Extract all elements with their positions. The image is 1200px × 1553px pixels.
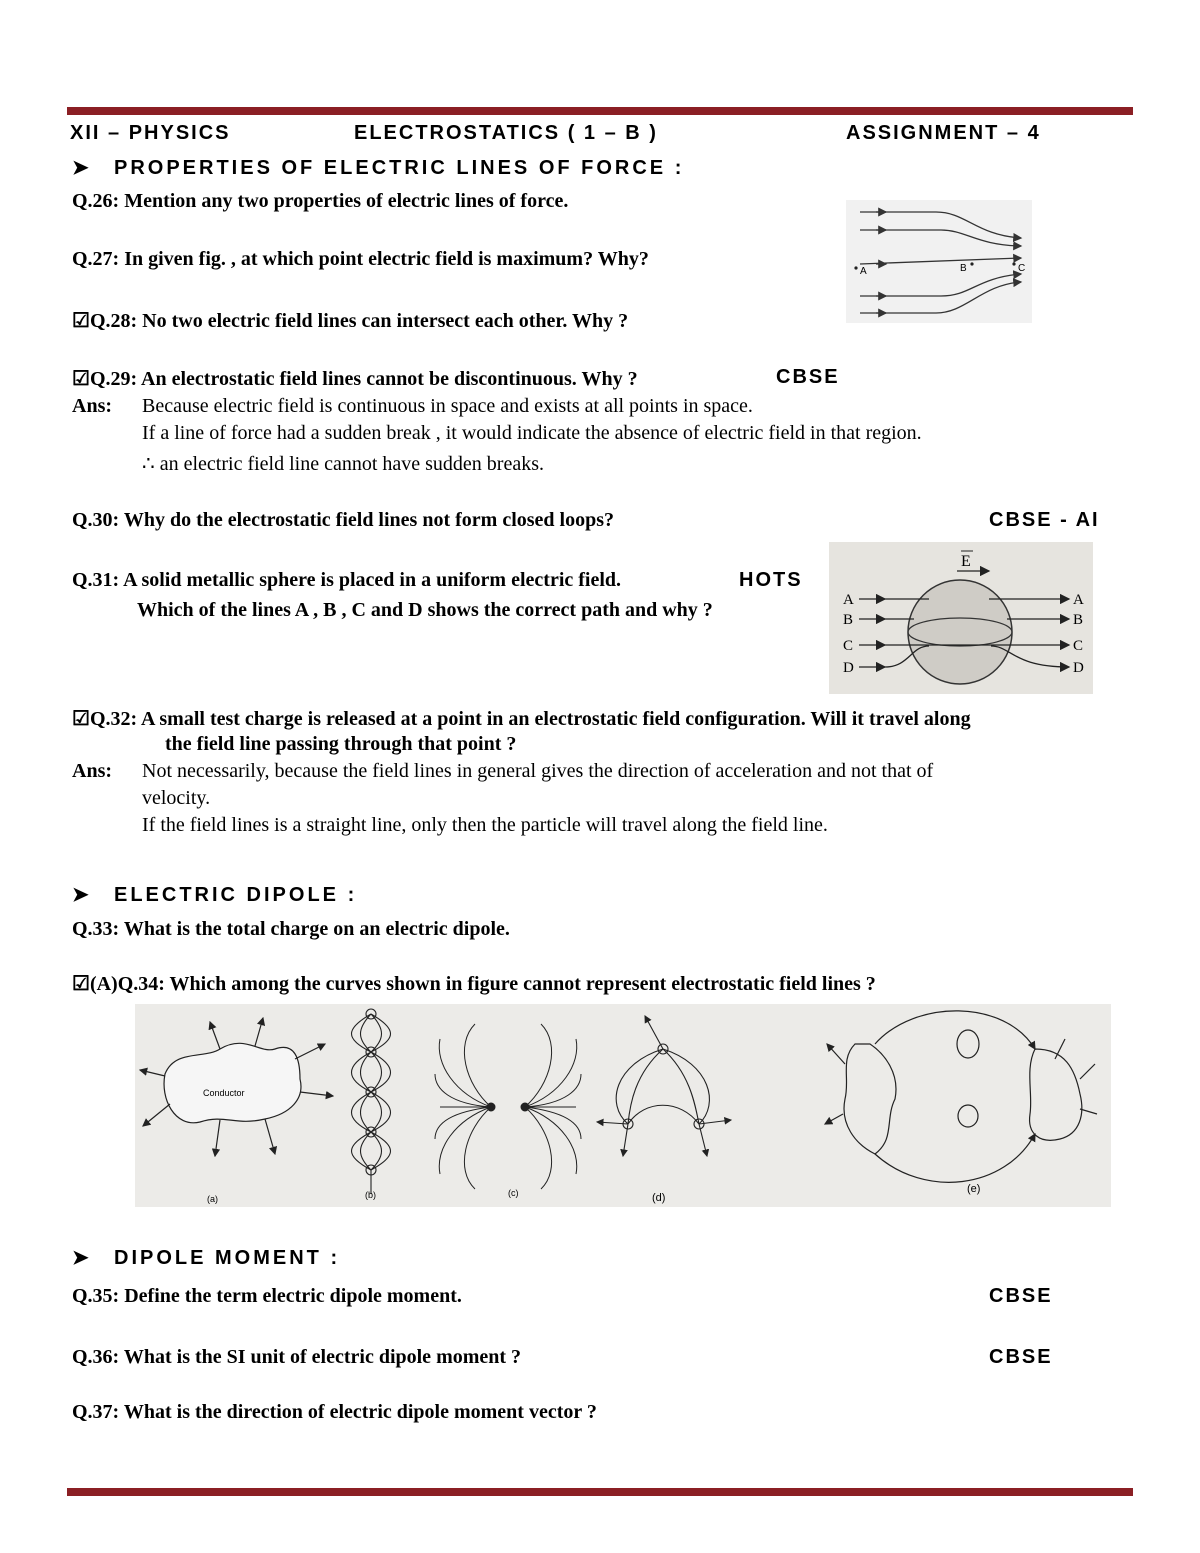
sphere-diagram: [829, 542, 1093, 694]
arrow-bullet-icon: ➤: [72, 157, 89, 179]
top-rule: [67, 107, 1133, 115]
question-29: ☑Q.29: An electrostatic field lines cannot be discontinuous. Why ?: [72, 368, 638, 390]
curves-diagram: [135, 1004, 1111, 1207]
point-a-label: A: [860, 266, 867, 277]
sphere-label-b-left: B: [843, 612, 854, 628]
answer-29-line-1: Because electric field is continuous in space and exists at all points in space.: [142, 395, 753, 417]
header-assignment: ASSIGNMENT – 4: [846, 122, 1041, 144]
answer-29-line-2: If a line of force had a sudden break , it would indicate the absence of electric field in that region.: [142, 422, 922, 444]
question-37: Q.37: What is the direction of electric dipole moment vector ?: [72, 1401, 597, 1423]
question-31-line-2: Which of the lines A , B , C and D shows the correct path and why ?: [137, 599, 713, 621]
section-title: PROPERTIES OF ELECTRIC LINES OF FORCE :: [114, 157, 685, 179]
field-e-label: E: [961, 553, 971, 570]
sphere-label-a-right: A: [1073, 592, 1084, 608]
checkbox-icon: ☑: [72, 310, 90, 332]
sphere-figure: [829, 542, 1093, 694]
tag-cbse-q36: CBSE: [989, 1346, 1053, 1368]
section-properties: [72, 155, 684, 180]
section-title: DIPOLE MOMENT :: [114, 1247, 341, 1269]
curve-label-d: (d): [652, 1192, 666, 1204]
question-35: Q.35: Define the term electric dipole moment.: [72, 1285, 462, 1307]
curve-d: [597, 1016, 731, 1156]
checkbox-icon: ☑: [72, 973, 90, 995]
answer-32-line-2: velocity.: [142, 787, 211, 809]
tag-hots: HOTS: [739, 569, 803, 591]
question-26: Q.26: Mention any two properties of electric lines of force.: [72, 190, 569, 212]
arrow-bullet-icon: ➤: [72, 884, 89, 906]
question-28: ☑Q.28: No two electric field lines can intersect each other. Why ?: [72, 310, 629, 332]
point-c-label: C: [1018, 263, 1026, 274]
answer-32-line-3: If the field lines is a straight line, only then the particle will travel along the field line.: [142, 814, 828, 836]
tag-cbse-q29: CBSE: [776, 366, 840, 388]
answer-label-29: Ans:: [72, 395, 113, 417]
sphere-label-d-right: D: [1073, 660, 1084, 676]
bottom-rule: [67, 1488, 1133, 1496]
conductor-label: Conductor: [203, 1088, 245, 1098]
curve-label-e: (e): [967, 1183, 981, 1195]
field-lines-figure: [846, 200, 1032, 323]
section-dipole-moment: [72, 1245, 340, 1270]
curve-b: [352, 1009, 391, 1194]
curve-e: [825, 1011, 1097, 1182]
section-electric-dipole: [72, 882, 357, 907]
question-27: Q.27: In given fig. , at which point electric field is maximum? Why?: [72, 248, 649, 270]
sphere-label-d-left: D: [843, 660, 854, 676]
header-class: XII – PHYSICS: [70, 122, 231, 144]
checkbox-icon: ☑: [72, 708, 90, 730]
answer-29-line-3: ∴ an electric field line cannot have sudden breaks.: [142, 453, 545, 475]
curves-figure: [135, 1004, 1111, 1207]
sphere-label-a-left: A: [843, 592, 854, 608]
tag-cbse-ai: CBSE - AI: [989, 509, 1100, 531]
question-34: ☑(A)Q.34: Which among the curves shown in figure cannot represent electrostatic field lines ?: [72, 973, 876, 995]
field-lines-diagram: [846, 200, 1032, 323]
question-32-line-2: the field line passing through that point ?: [165, 733, 517, 755]
sphere-label-b-right: B: [1073, 612, 1084, 628]
sphere-label-c-right: C: [1073, 638, 1084, 654]
curve-label-c: (c): [508, 1188, 519, 1198]
tag-cbse-q35: CBSE: [989, 1285, 1053, 1307]
answer-32-line-1: Not necessarily, because the field lines in general gives the direction of acceleration and not that of: [142, 760, 934, 782]
arrow-bullet-icon: ➤: [72, 1247, 89, 1269]
question-33: Q.33: What is the total charge on an electric dipole.: [72, 918, 510, 940]
question-31-line-1: Q.31: A solid metallic sphere is placed in a uniform electric field.: [72, 569, 622, 591]
curve-label-b: (b): [365, 1190, 376, 1200]
question-32-line-1: ☑Q.32: A small test charge is released at a point in an electrostatic field configuration. Will it travel along: [72, 708, 971, 730]
question-30: Q.30: Why do the electrostatic field lines not form closed loops?: [72, 509, 614, 531]
checkbox-icon: ☑: [72, 368, 90, 390]
curve-a: [140, 1018, 333, 1156]
question-36: Q.36: What is the SI unit of electric dipole moment ?: [72, 1346, 522, 1368]
answer-label-32: Ans:: [72, 760, 113, 782]
curve-label-a: (a): [207, 1194, 218, 1204]
section-title: ELECTRIC DIPOLE :: [114, 884, 358, 906]
sphere-label-c-left: C: [843, 638, 854, 654]
header-topic: ELECTROSTATICS ( 1 – B ): [354, 122, 658, 144]
curve-c: [435, 1024, 581, 1189]
point-b-label: B: [960, 263, 967, 274]
